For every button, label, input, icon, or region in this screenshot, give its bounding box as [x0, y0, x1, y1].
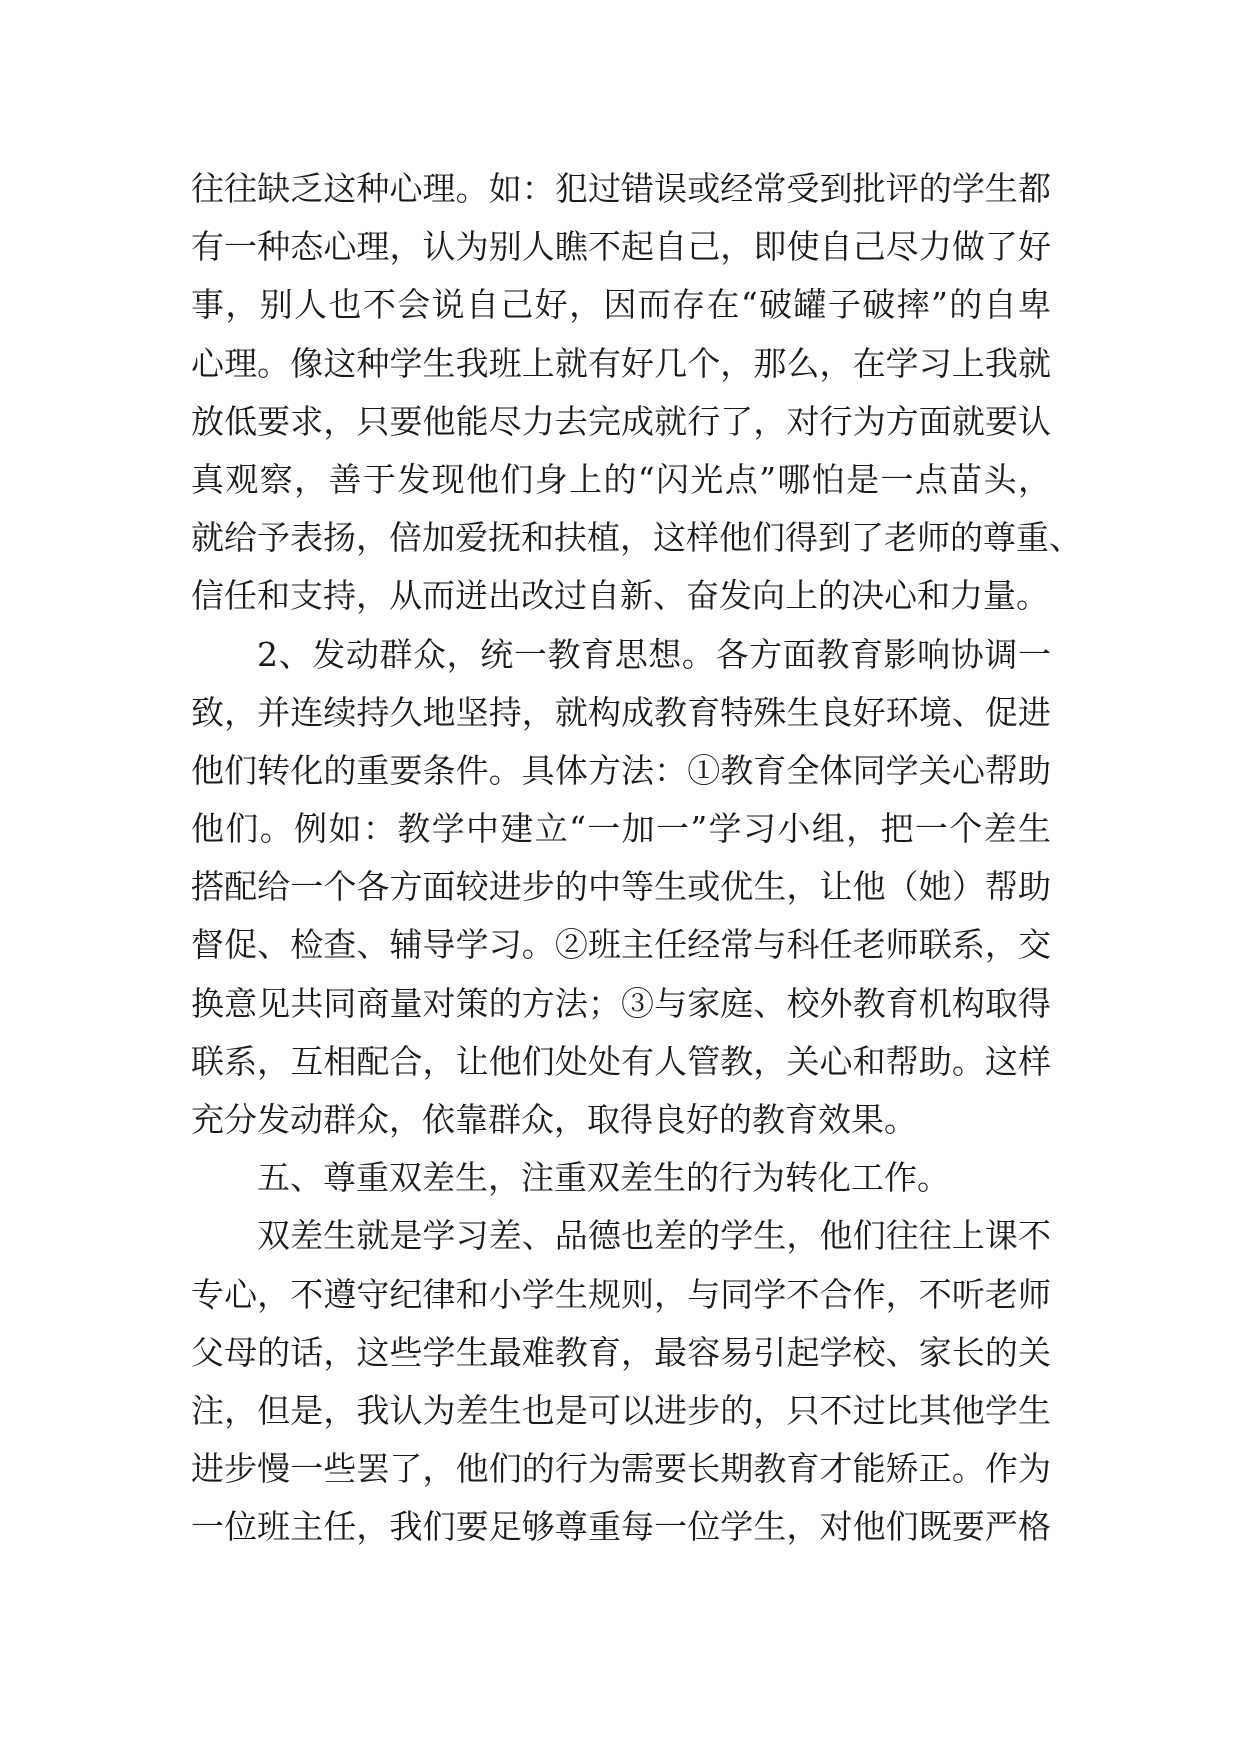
text-line: 专心，不遵守纪律和小学生规则，与同学不合作，不听老师 — [191, 1274, 1051, 1314]
text-line: 事，别人也不会说自己好，因而存在“破罐子破摔”的自卑 — [191, 285, 1051, 325]
text-line: 放低要求，只要他能尽力去完成就行了，对行为方面就要认 — [191, 401, 1051, 441]
text-line: 换意见共同商量对策的方法；③与家庭、校外教育机构取得 — [191, 983, 1051, 1023]
text-line: 2、发动群众，统一教育思想。各方面教育影响协调一 — [257, 634, 1051, 674]
text-line: 往往缺乏这种心理。如：犯过错误或经常受到批评的学生都 — [191, 169, 1051, 208]
text-line: 搭配给一个各方面较进步的中等生或优生，让他（她）帮助 — [191, 867, 1051, 907]
section-heading: 五、尊重双差生，注重双差生的行为转化工作。 — [257, 1158, 950, 1198]
text-line: 就给予表扬，倍加爱抚和扶植，这样他们得到了老师的尊重、 — [191, 518, 1082, 558]
text-line: 一位班主任，我们要足够尊重每一位学生，对他们既要严格 — [191, 1507, 1051, 1547]
text-line: 信任和支持，从而迸出改过自新、奋发向上的决心和力量。 — [191, 576, 1049, 616]
text-line: 注，但是，我认为差生也是可以进步的，只不过比其他学生 — [191, 1390, 1051, 1430]
text-line: 他们转化的重要条件。具体方法：①教育全体同学关心帮助 — [191, 750, 1051, 790]
body-text — [191, 160, 1082, 1557]
text-line: 致，并连续持久地坚持，就构成教育特殊生良好环境、促进 — [191, 692, 1051, 732]
text-line: 有一种态心理，认为别人瞧不起自己，即使自己尽力做了好 — [191, 227, 1051, 267]
text-line: 他们。例如：教学中建立“一加一”学习小组，把一个差生 — [191, 809, 1051, 849]
text-line: 双差生就是学习差、品德也差的学生，他们往往上课不 — [257, 1216, 1051, 1256]
text-line: 父母的话，这些学生最难教育，最容易引起学校、家长的关 — [191, 1332, 1051, 1372]
text-line: 联系，互相配合，让他们处处有人管教，关心和帮助。这样 — [191, 1041, 1051, 1081]
text-line: 心理。像这种学生我班上就有好几个，那么，在学习上我就 — [191, 343, 1051, 383]
text-line: 督促、检查、辅导学习。②班主任经常与科任老师联系，交 — [191, 925, 1051, 965]
text-line: 充分发动群众，依靠群众，取得良好的教育效果。 — [191, 1100, 917, 1139]
text-line: 真观察，善于发现他们身上的“闪光点”哪怕是一点苗头， — [191, 459, 1051, 499]
text-line: 进步慢一些罢了，他们的行为需要长期教育才能矫正。作为 — [191, 1449, 1051, 1489]
